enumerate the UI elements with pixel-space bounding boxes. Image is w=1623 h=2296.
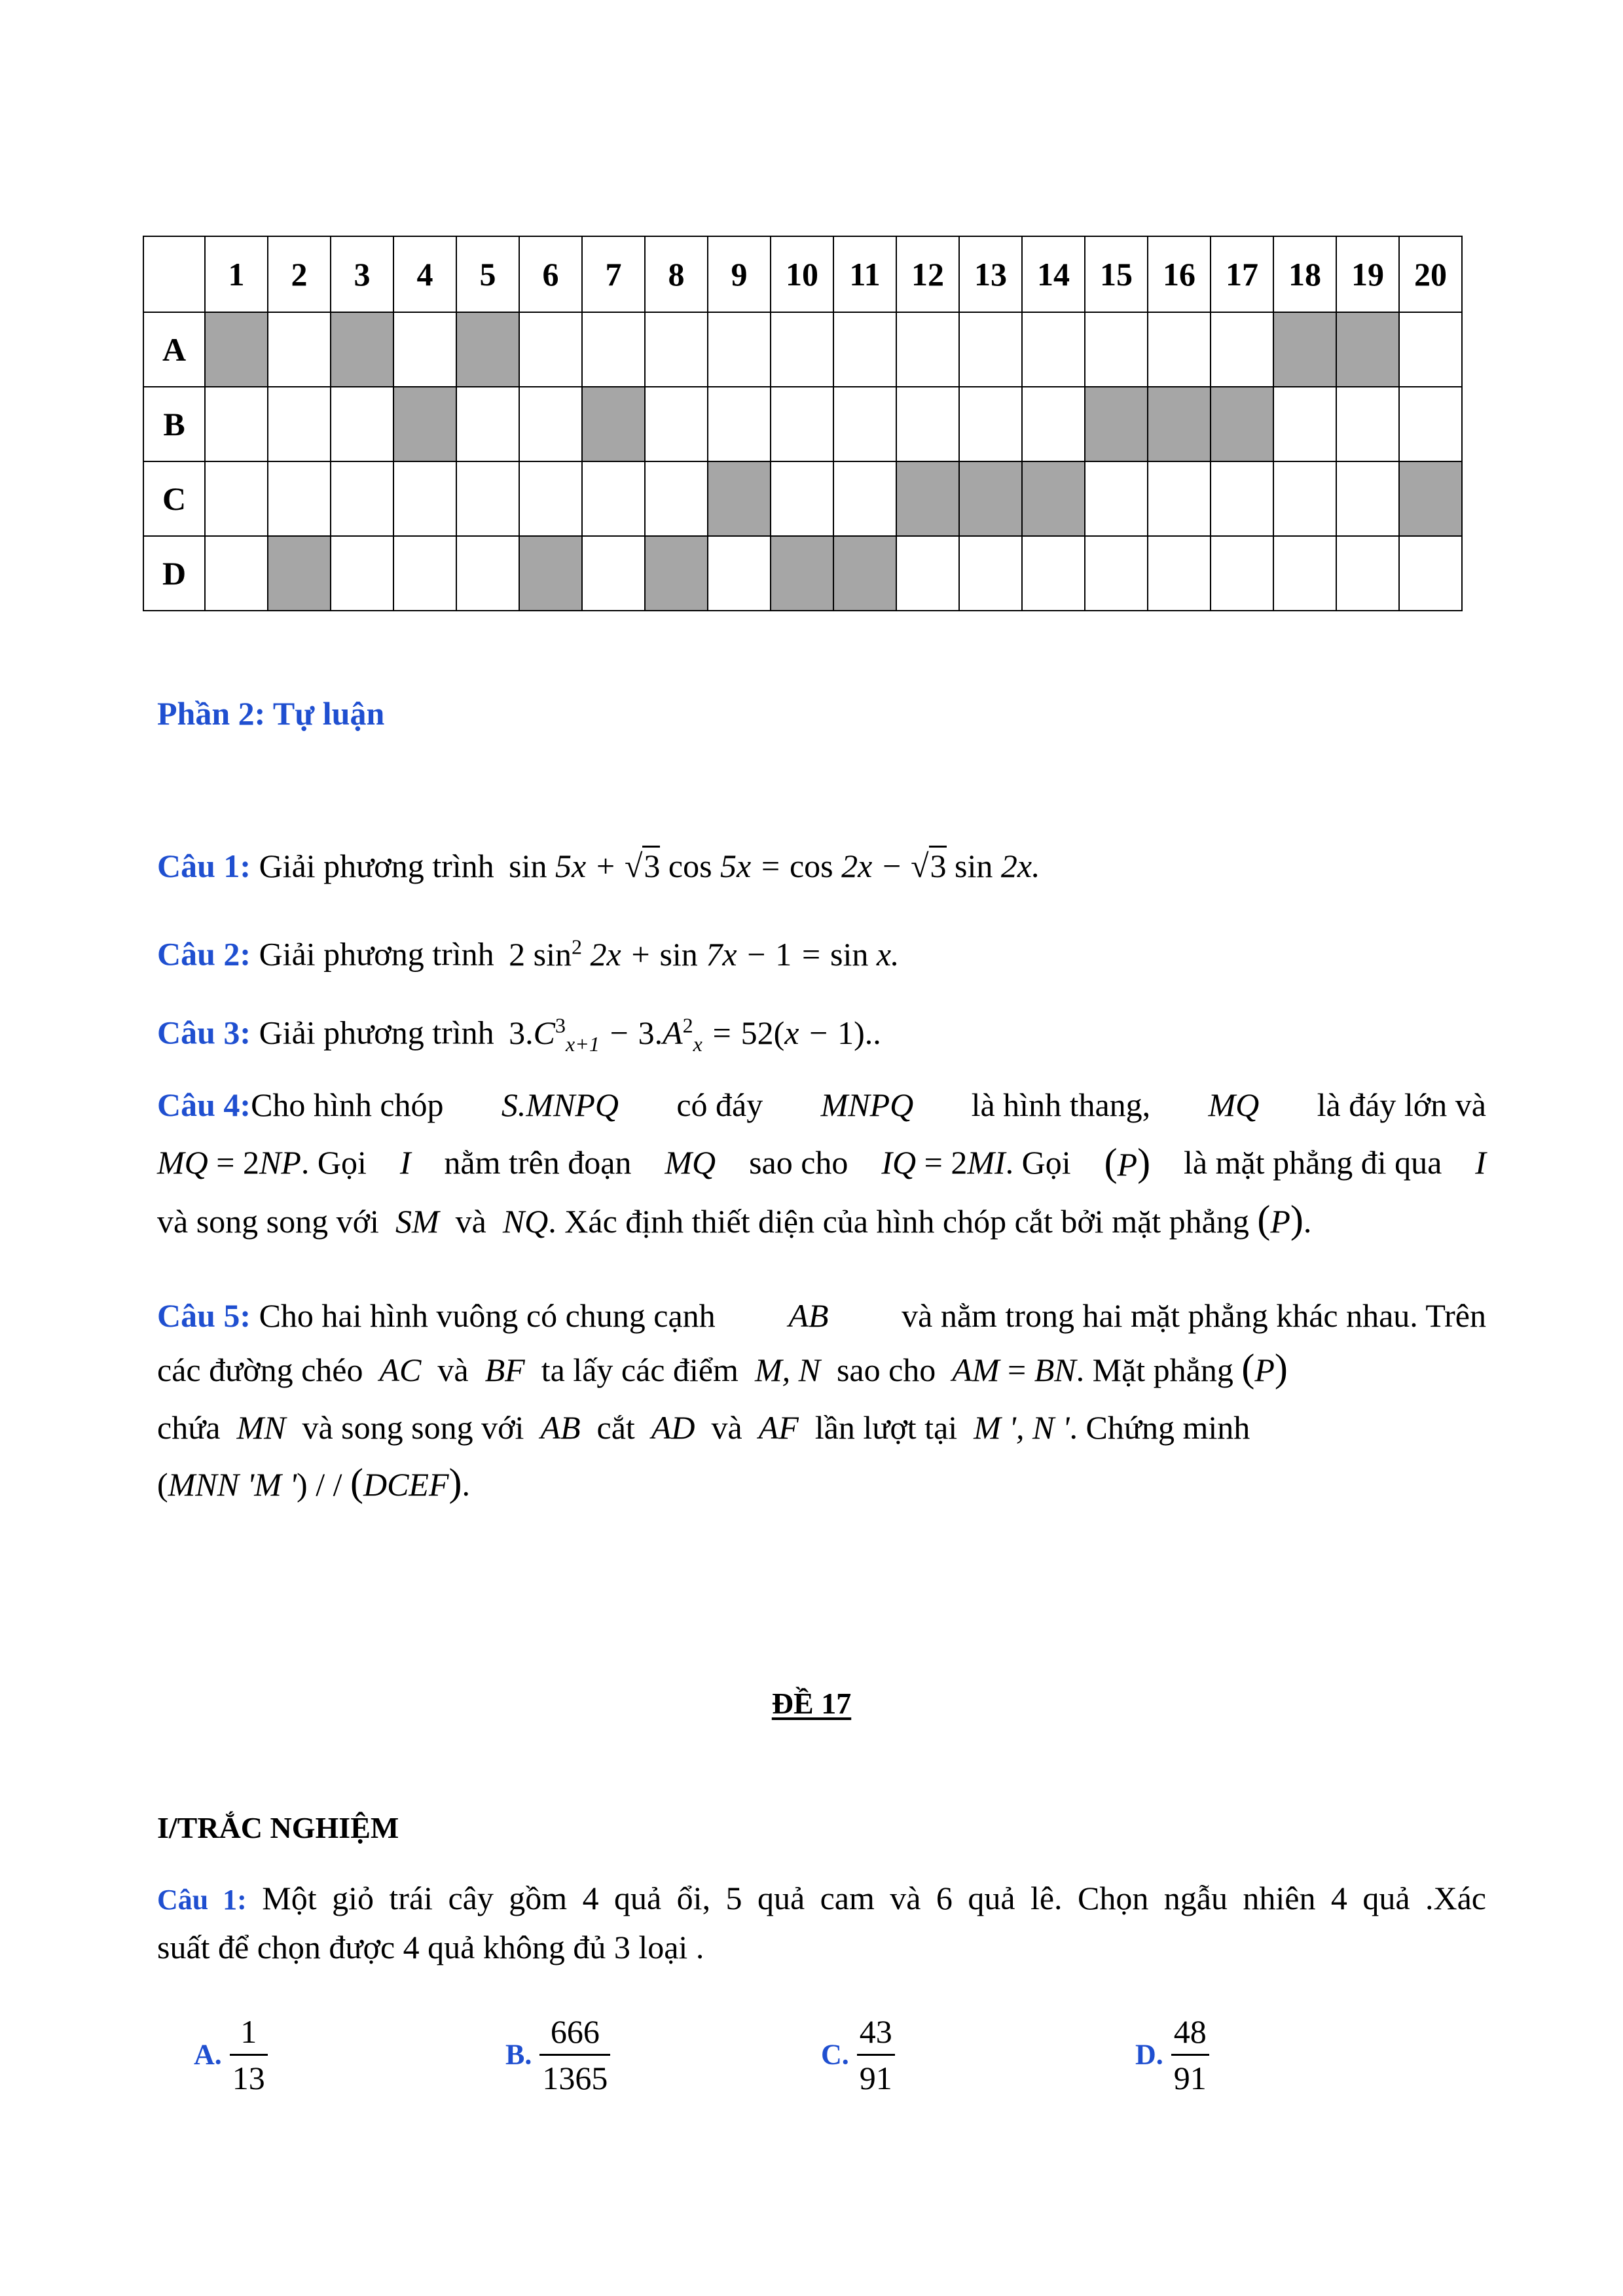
question-5: Câu 5: Cho hai hình vuông có chung cạnh AB và nằm trong hai mặt phẳng khác nhau. Trên các đường chéo AC và BF ta lấy các điểm M, N sao cho AM = BN. Mặt phẳng (P) chứa MN và song song với AB cắt AD và AF lần lượt tại M ', N '. Chứng minh (MNN 'M ') / / (DCEF).: [157, 1297, 1486, 1504]
grid-cell: [268, 312, 331, 387]
fraction-numerator: 43: [857, 2009, 895, 2056]
grid-column-header: 15: [1085, 236, 1148, 312]
option-fraction: [1171, 2009, 1209, 2100]
grid-row-label: D: [143, 536, 205, 611]
question-2-equation: 2 $\sin^2 2x + \sin 7x - 1 = \sin x$.: [509, 935, 900, 973]
mc-question-1-text-1: Một giỏ trái cây gồm 4 quả ổi, 5 quả cam và 6 quả lê. Chọn ngẫu nhiên 4 quả .Xác: [262, 1880, 1486, 1916]
grid-cell: [708, 536, 771, 611]
grid-cell: [896, 536, 959, 611]
grid-column-header: 19: [1336, 236, 1399, 312]
q5-text-1: Cho hai hình vuông có chung cạnh: [259, 1297, 716, 1334]
fraction-numerator: 48: [1171, 2009, 1209, 2056]
option-letter: B.: [505, 2038, 532, 2071]
grid-cell: [896, 387, 959, 461]
grid-cell-filled: [1273, 312, 1336, 387]
question-1: [157, 846, 1040, 886]
grid-cell: [1336, 461, 1399, 536]
q4-text-6: nằm trên đoạn: [444, 1144, 632, 1181]
grid-cell: [833, 461, 896, 536]
grid-cell: [456, 461, 519, 536]
q5-text-10: cắt: [596, 1409, 635, 1446]
grid-cell-filled: [393, 387, 456, 461]
q5-text-8: chứa: [157, 1409, 221, 1446]
grid-cell-filled: [708, 461, 771, 536]
question-3-text: Giải phương trình: [259, 1014, 494, 1051]
grid-cell: [456, 387, 519, 461]
exam-title: ĐỀ 17: [771, 1687, 852, 1720]
grid-row-b: [143, 387, 1462, 461]
q5-text-6: sao cho: [836, 1352, 936, 1388]
q5-text-3: các đường chéo: [157, 1352, 363, 1388]
grid-row-d: [143, 536, 1462, 611]
grid-column-header: 18: [1273, 236, 1336, 312]
q4-text-11: và: [455, 1203, 486, 1240]
q4-text-9: là mặt phẳng đi qua: [1184, 1144, 1442, 1181]
grid-cell: [1085, 461, 1148, 536]
grid-cell-filled: [456, 312, 519, 387]
grid-row-label: C: [143, 461, 205, 536]
q4-text-3: là hình thang,: [971, 1086, 1151, 1123]
question-1-text: Giải phương trình: [259, 848, 494, 884]
grid-cell-filled: [959, 461, 1022, 536]
q4-text-7: sao cho: [749, 1144, 848, 1181]
exam-title-wrap: [0, 1685, 1623, 1722]
grid-cell: [519, 387, 582, 461]
q5-text-5: ta lấy các điểm: [541, 1352, 739, 1388]
q5-text-12: lần lượt tại: [814, 1409, 958, 1446]
grid-cell-filled: [896, 461, 959, 536]
grid-cell: [582, 461, 645, 536]
q4-text-10: và song song với: [157, 1203, 379, 1240]
grid-cell: [833, 387, 896, 461]
grid-cell: [205, 536, 268, 611]
grid-column-header: 12: [896, 236, 959, 312]
question-1-equation: sin 5x + √3 cos 5x = cos 2x − √3 sin 2x.: [502, 846, 1040, 884]
grid-header-row: [143, 236, 1462, 312]
grid-cell-filled: [1211, 387, 1273, 461]
grid-cell: [1022, 312, 1085, 387]
grid-cell-filled: [1085, 387, 1148, 461]
part2-heading: Phần 2: Tự luận: [157, 695, 385, 732]
question-2-text: Giải phương trình: [259, 935, 494, 973]
q5-text-7: . Mặt phẳng: [1076, 1352, 1233, 1388]
option-c[interactable]: [821, 2009, 895, 2100]
fraction-denominator: 91: [859, 2060, 892, 2096]
grid-cell: [645, 387, 708, 461]
option-letter: C.: [821, 2038, 849, 2071]
grid-row-label: A: [143, 312, 205, 387]
grid-cell: [1336, 387, 1399, 461]
grid-cell: [456, 536, 519, 611]
grid-column-header: 16: [1148, 236, 1211, 312]
grid-column-header: 20: [1399, 236, 1462, 312]
fraction-numerator: 1: [230, 2009, 268, 2056]
grid-cell: [331, 461, 393, 536]
grid-cell-filled: [1399, 461, 1462, 536]
grid-cell-filled: [331, 312, 393, 387]
grid-cell-filled: [1336, 312, 1399, 387]
question-4: Câu 4:Cho hình chóp S.MNPQ có đáy MNPQ là hình thang, MQ là đáy lớn và MQ = 2NP. Gọi I nằm trên đoạn MQ sao cho IQ = 2MI. Gọi (P) là mặt phẳng đi qua I và song song với SM và NQ. Xác định thiết diện của hình chóp cắt bởi mặt phẳng (P).: [157, 1086, 1486, 1241]
grid-cell: [959, 536, 1022, 611]
fraction-denominator: 1365: [542, 2060, 608, 2096]
grid-cell: [1022, 387, 1085, 461]
option-fraction: [857, 2009, 895, 2100]
grid-column-header: 5: [456, 236, 519, 312]
grid-cell: [582, 312, 645, 387]
grid-cell: [708, 387, 771, 461]
q4-text-8: . Gọi: [1005, 1144, 1071, 1181]
mc-question-1-text-2: suất để chọn được 4 quả không đủ 3 loại .: [157, 1929, 704, 1965]
grid-cell: [519, 461, 582, 536]
grid-column-header: 7: [582, 236, 645, 312]
grid-cell: [1148, 461, 1211, 536]
grid-column-header: 17: [1211, 236, 1273, 312]
q4-text-12: . Xác định thiết diện của hình chóp cắt bởi mặt phẳng: [548, 1203, 1249, 1240]
grid-column-header: 11: [833, 236, 896, 312]
q4-text-5: . Gọi: [301, 1144, 367, 1181]
q4-text-1: Cho hình chóp: [251, 1086, 444, 1123]
option-letter: D.: [1135, 2038, 1163, 2071]
question-2-label: Câu 2:: [157, 935, 251, 973]
q5-text-2: và nằm trong hai mặt phẳng khác nhau. Trên: [902, 1297, 1486, 1334]
grid-column-header: 13: [959, 236, 1022, 312]
grid-cell: [268, 387, 331, 461]
grid-cell: [1273, 461, 1336, 536]
grid-cell: [519, 312, 582, 387]
grid-cell: [1211, 312, 1273, 387]
q5-text-13: . Chứng minh: [1069, 1409, 1250, 1446]
q5-text-9: và song song với: [302, 1409, 524, 1446]
q4-text-4: là đáy lớn và: [1317, 1086, 1486, 1123]
grid-cell: [896, 312, 959, 387]
grid-column-header: 2: [268, 236, 331, 312]
fraction-denominator: 13: [232, 2060, 265, 2096]
question-4-label: Câu 4:: [157, 1086, 251, 1123]
grid-cell: [1085, 312, 1148, 387]
grid-column-header: 8: [645, 236, 708, 312]
grid-cell: [708, 312, 771, 387]
grid-corner: [143, 236, 205, 312]
q4-text-2: có đáy: [676, 1086, 763, 1123]
grid-cell: [1211, 536, 1273, 611]
grid-cell: [645, 461, 708, 536]
option-d[interactable]: [1135, 2009, 1209, 2100]
grid-cell: [393, 536, 456, 611]
grid-cell: [771, 461, 833, 536]
grid-cell: [1085, 536, 1148, 611]
grid-cell: [645, 312, 708, 387]
grid-column-header: 4: [393, 236, 456, 312]
grid-cell: [205, 461, 268, 536]
grid-cell-filled: [582, 387, 645, 461]
grid-row-c: [143, 461, 1462, 536]
grid-cell: [331, 387, 393, 461]
question-1-label: Câu 1:: [157, 848, 251, 884]
grid-cell-filled: [833, 536, 896, 611]
option-fraction: [230, 2009, 268, 2100]
grid-cell: [1399, 312, 1462, 387]
question-3-label: Câu 3:: [157, 1014, 251, 1051]
grid-cell-filled: [1148, 387, 1211, 461]
grid-cell: [1022, 536, 1085, 611]
mc-question-1-label: Câu 1:: [157, 1884, 247, 1916]
grid-cell: [393, 312, 456, 387]
grid-column-header: 3: [331, 236, 393, 312]
grid-cell: [331, 536, 393, 611]
grid-cell: [1273, 387, 1336, 461]
grid-cell: [1336, 536, 1399, 611]
grid-column-header: 6: [519, 236, 582, 312]
q5-text-11: và: [711, 1409, 742, 1446]
option-b[interactable]: [505, 2009, 610, 2100]
q5-text-4: và: [437, 1352, 469, 1388]
grid-cell-filled: [205, 312, 268, 387]
grid-cell: [1399, 387, 1462, 461]
grid-cell-filled: [771, 536, 833, 611]
mc-question-1: [157, 1878, 1486, 1967]
grid-cell: [205, 387, 268, 461]
fraction-denominator: 91: [1173, 2060, 1207, 2096]
grid-cell-filled: [1022, 461, 1085, 536]
grid-cell: [1273, 536, 1336, 611]
grid-cell: [268, 461, 331, 536]
grid-cell: [1211, 461, 1273, 536]
question-3-equation: $3.C^3_{x+1} - 3.A^2_x = 52(x - 1)$..: [509, 1013, 881, 1056]
section-heading: I/TRẮC NGHIỆM: [157, 1811, 399, 1844]
grid-cell: [771, 387, 833, 461]
grid-cell-filled: [645, 536, 708, 611]
question-5-label: Câu 5:: [157, 1297, 251, 1334]
option-fraction: [539, 2009, 610, 2100]
answer-grid: [143, 236, 1463, 611]
grid-cell: [582, 536, 645, 611]
fraction-numerator: 666: [539, 2009, 610, 2056]
grid-column-header: 14: [1022, 236, 1085, 312]
grid-cell-filled: [268, 536, 331, 611]
grid-cell: [959, 312, 1022, 387]
grid-cell: [771, 312, 833, 387]
option-letter: A.: [194, 2038, 222, 2071]
question-3: [157, 1005, 881, 1064]
grid-cell: [393, 461, 456, 536]
grid-cell-filled: [519, 536, 582, 611]
grid-cell: [833, 312, 896, 387]
grid-column-header: 9: [708, 236, 771, 312]
grid-cell: [1148, 536, 1211, 611]
grid-cell: [1148, 312, 1211, 387]
question-2: [157, 927, 900, 974]
grid-cell: [959, 387, 1022, 461]
grid-row-a: [143, 312, 1462, 387]
grid-column-header: 10: [771, 236, 833, 312]
grid-cell: [1399, 536, 1462, 611]
grid-row-label: B: [143, 387, 205, 461]
grid-column-header: 1: [205, 236, 268, 312]
option-a[interactable]: [194, 2009, 268, 2100]
